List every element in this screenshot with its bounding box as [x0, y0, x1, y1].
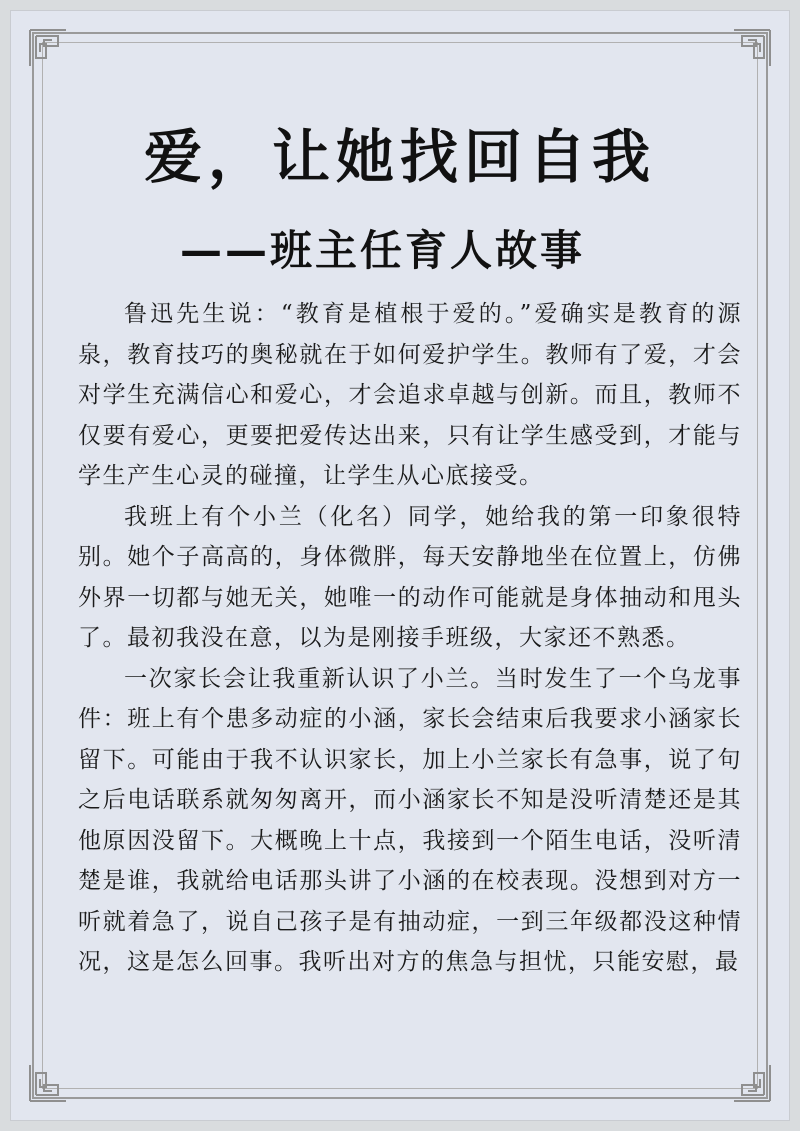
fret-corner-ornament-icon [732, 28, 772, 68]
paper-page [10, 10, 790, 1121]
paragraph-3: 一次家长会让我重新认识了小兰。当时发生了一个乌龙事件：班上有个患多动症的小涵，家长会结束后我要求小涵家长留下。可能由于我不认识家长，加上小兰家长有急事，说了句之后电话联系就匆匆离开，而小涵家长不知是没听清楚还是其他原因没留下。大概晚上十点，我接到一个陌生电话，没听清楚是谁，我就给电话那头讲了小涵的在校表现。没想到对方一听就着急了，说自己孩子是有抽动症，一到三年级都没这种情况，这是怎么回事。我听出对方的焦急与担忧，只能安慰，最 [78, 665, 742, 975]
paragraph-1: 鲁迅先生说：“教育是植根于爱的。”爱确实是教育的源泉，教育技巧的奥秘就在于如何爱护学生。教师有了爱，才会对学生充满信心和爱心，才会追求卓越与创新。而且，教师不仅要有爱心，更要把爱传达出来，只有让学生感受到，才能与学生产生心灵的碰撞，让学生从心底接受。 [78, 301, 742, 489]
fret-corner-ornament-icon [28, 1063, 68, 1103]
fret-corner-ornament-icon [732, 1063, 772, 1103]
article-body [78, 294, 742, 983]
page-subtitle: ——班主任育人故事 [180, 226, 586, 275]
fret-corner-ornament-icon [28, 28, 68, 68]
paragraph-2: 我班上有个小兰（化名）同学，她给我的第一印象很特别。她个子高高的，身体微胖，每天安静地坐在位置上，仿佛外界一切都与她无关，她唯一的动作可能就是身体抽动和甩头了。最初我没在意，以为是刚接手班级，大家还不熟悉。 [78, 503, 742, 651]
page-title: 爱，让她找回自我 [143, 123, 656, 191]
